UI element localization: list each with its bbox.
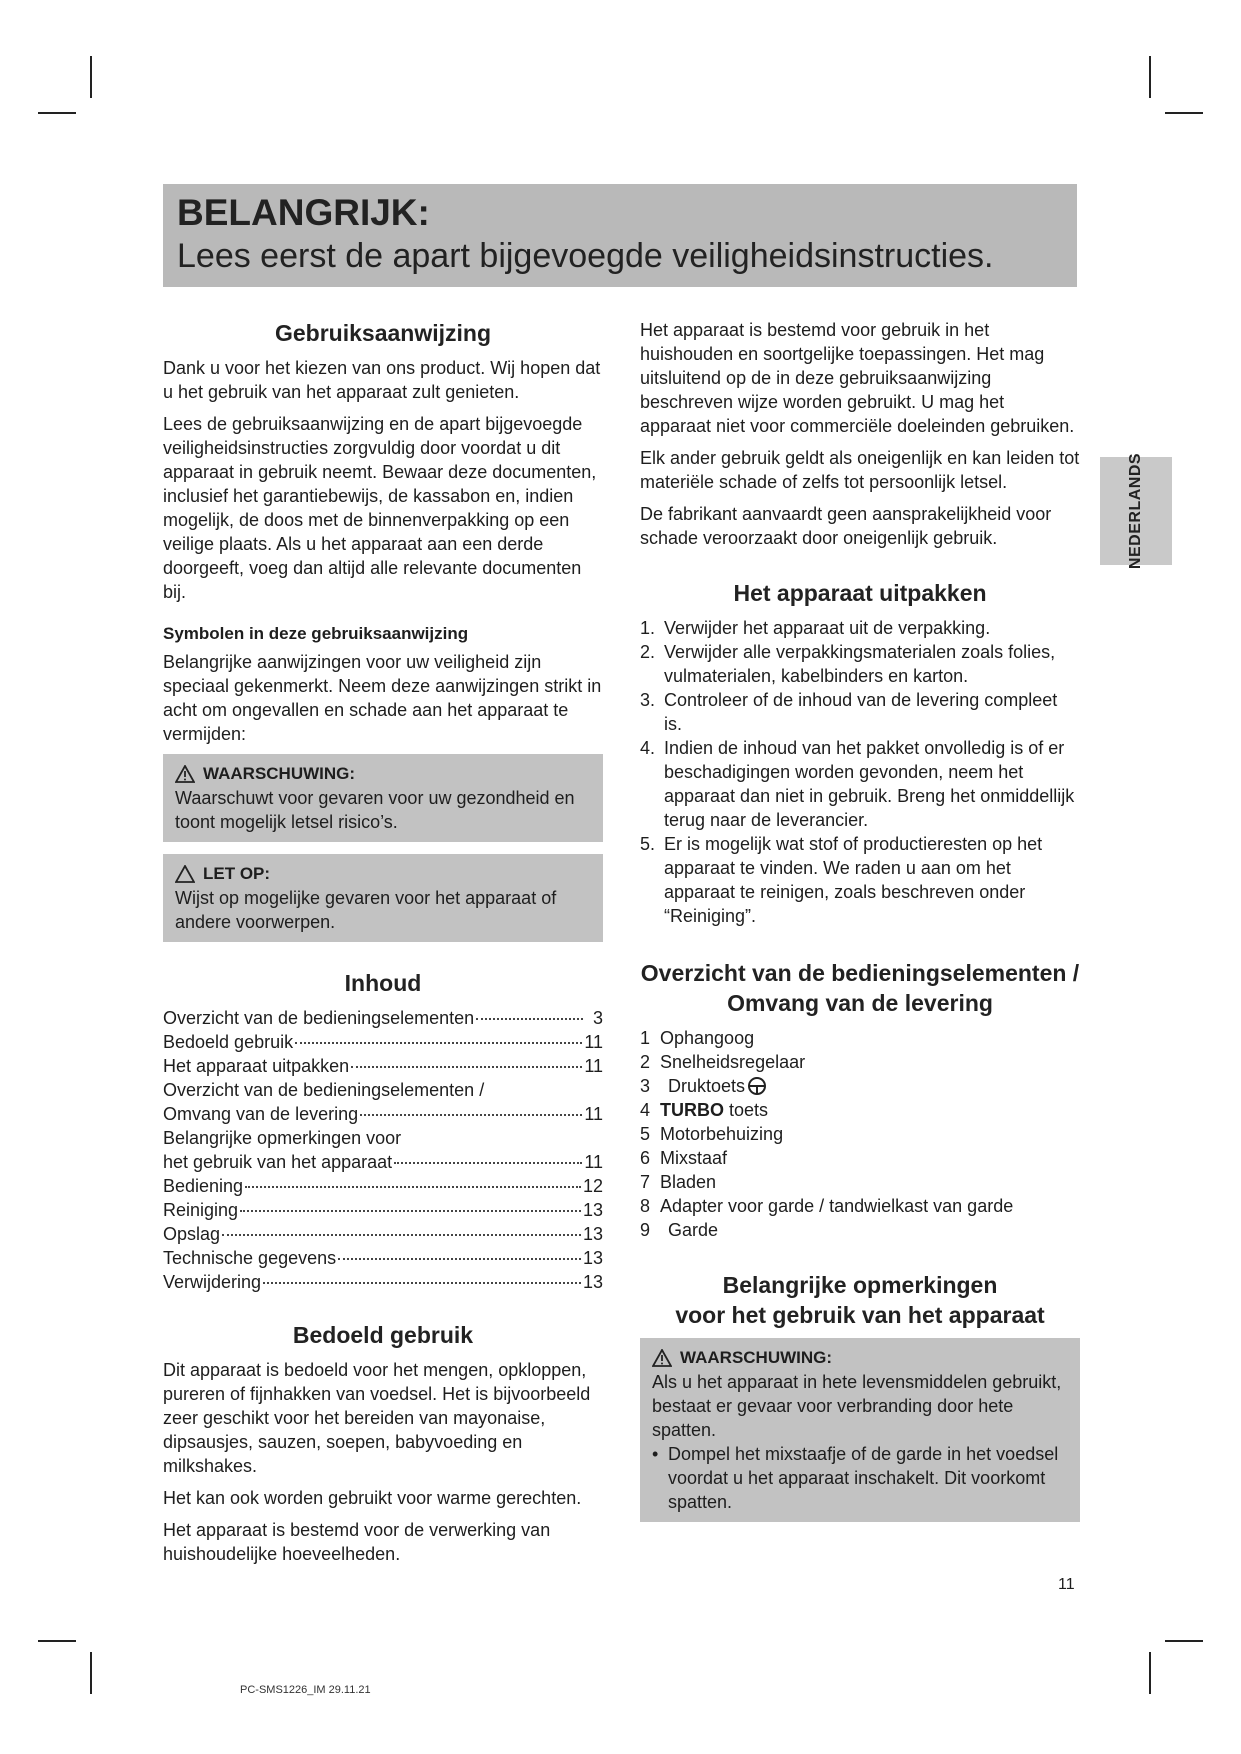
list-item: 1 Ophangoog — [640, 1028, 755, 1048]
list-item: 3. Controleer of de inhoud van de levering compleet is. — [640, 690, 1058, 734]
intended-use-heading: Bedoeld gebruik — [292, 1322, 474, 1348]
intended-use-paragraph: Het apparaat is bestemd voor de verwerking van huishoudelijke hoeveelheden. — [163, 1520, 551, 1564]
list-item: 8 Adapter voor garde / tandwielkast van garde — [640, 1196, 1014, 1216]
banner-title: BELANGRIJK: — [177, 192, 430, 233]
warning-title: WAARSCHUWING: — [680, 1348, 833, 1367]
parts-list — [640, 1026, 1080, 1242]
crop-mark — [38, 1640, 76, 1642]
bullet-mark: • — [652, 1444, 659, 1464]
crop-mark — [1165, 1640, 1203, 1642]
toc-item[interactable]: Bedoeld gebruik 11 — [163, 1032, 603, 1052]
language-tab — [1100, 452, 1172, 570]
crop-mark — [1149, 56, 1151, 98]
crop-mark — [90, 1652, 92, 1694]
list-item: 6 Mixstaaf — [640, 1148, 728, 1168]
toc-item-line: Belangrijke opmerkingen voor — [163, 1128, 402, 1148]
use-paragraph: Het apparaat is bestemd voor gebruik in het huishouden en soortgelijke toepassingen. Het mag uitsluitend op de in deze gebruiksaanwijzing beschreven wijze worden gebruikt. U mag het apparaat niet voor commerciële doeleinden gebruiken. — [640, 320, 1075, 436]
important-banner — [163, 184, 1077, 287]
page-number: 11 — [1058, 1576, 1075, 1593]
symbols-heading: Symbolen in deze gebruiksaanwijzing — [163, 624, 469, 643]
list-item: 9 Garde — [640, 1220, 719, 1240]
caution-box — [163, 854, 603, 942]
warning-text: Als u het apparaat in hete levensmiddelen gebruikt, bestaat er gevaar voor verbranding door hete spatten. — [652, 1372, 1062, 1440]
toc-item[interactable]: Overzicht van de bedieningselementen 3 — [163, 1008, 603, 1028]
list-item: 5. Er is mogelijk wat stof of productieresten op het apparaat te vinden. We raden u aan om het apparaat te reinigen, zoals beschreven onder “Reiniging”. — [640, 834, 1043, 926]
footer-code: PC-SMS1226_IM 29.11.21 — [240, 1684, 371, 1696]
use-paragraph: Elk ander gebruik geldt als oneigenlijk en kan leiden tot materiële schade of zelfs tot persoonlijk letsel. — [640, 448, 1080, 492]
overview-heading: Overzicht van de bedieningselementen / — [640, 960, 1080, 986]
language-tab-label: NEDERLANDS — [1127, 452, 1144, 570]
toc-item[interactable]: Verwijdering 13 — [163, 1272, 603, 1292]
intended-use-paragraph: Dit apparaat is bedoeld voor het mengen, opkloppen, pureren of fijnhakken van voedsel. Het is bijvoorbeeld zeer geschikt voor het bereiden van mayonaise, dipsausjes, sauzen, soepen, babyvoeding en milkshakes. — [163, 1360, 591, 1476]
crop-mark — [38, 112, 76, 114]
manual-paragraph: Lees de gebruiksaanwijzing en de apart bijgevoegde veiligheidsinstructies zorgvuldig door voordat u dit apparaat in gebruik neemt. Bewaar deze documenten, inclusief het garantiebewijs, de kassabon en, indien mogelijk, de doos met de binnenverpakking op een veilige plaats. Als u het apparaat aan een derde doorgeeft, voeg dan altijd alle relevante documenten bij. — [163, 414, 597, 602]
table-of-contents — [163, 1006, 603, 1294]
use-paragraph: De fabrikant aanvaardt geen aansprakelijkheid voor schade veroorzaakt door oneigenlijk gebruik. — [640, 504, 1052, 548]
toc-heading: Inhoud — [344, 970, 422, 996]
list-item: 4 TURBO toets — [640, 1100, 769, 1120]
warning-bullet: • Dompel het mixstaafje of de garde in het voedsel voordat u het apparaat inschakelt. Dit voorkomt spatten. — [652, 1444, 1059, 1512]
warning-box — [163, 754, 603, 842]
toc-item[interactable]: Het apparaat uitpakken 11 — [163, 1056, 603, 1076]
toc-item[interactable]: Technische gegevens 13 — [163, 1248, 603, 1268]
caution-text: Wijst op mogelijke gevaren voor het apparaat of andere voorwerpen. — [175, 888, 557, 932]
list-item: 4. Indien de inhoud van het pakket onvolledig is of er beschadigingen worden gevonden, neem het apparaat dan niet in gebruik. Breng het onmiddellijk terug naar de leverancier. — [640, 738, 1075, 830]
list-item: 1. Verwijder het apparaat uit de verpakking. — [640, 618, 991, 638]
manual-paragraph: Dank u voor het kiezen van ons product. Wij hopen dat u het gebruik van het apparaat zult genieten. — [163, 358, 601, 402]
list-item: 3 Druktoets — [640, 1074, 1080, 1098]
left-column — [163, 318, 603, 1574]
intended-use-paragraph: Het kan ook worden gebruikt voor warme gerechten. — [163, 1488, 582, 1508]
overview-heading-line2: Omvang van de levering — [727, 990, 993, 1016]
unpack-steps — [640, 616, 1080, 928]
list-item: 5 Motorbehuizing — [640, 1124, 784, 1144]
crop-mark — [1165, 112, 1203, 114]
warning-triangle-icon — [652, 1349, 672, 1367]
right-column — [640, 318, 1080, 1534]
toc-item[interactable]: Bediening 12 — [163, 1176, 603, 1196]
toc-item[interactable]: Omvang van de levering 11 — [163, 1104, 603, 1124]
manual-heading: Gebruiksaanwijzing — [275, 320, 491, 346]
crop-mark — [90, 56, 92, 98]
toc-item[interactable]: Reiniging 13 — [163, 1200, 603, 1220]
warning-title: WAARSCHUWING: — [203, 764, 356, 783]
notes-warning-box — [640, 1338, 1080, 1522]
push-button-icon — [747, 1076, 767, 1096]
crop-mark — [1149, 1652, 1151, 1694]
notes-heading: Belangrijke opmerkingen — [722, 1272, 998, 1298]
warning-triangle-icon — [175, 765, 195, 783]
caution-title: LET OP: — [203, 864, 271, 883]
unpack-heading: Het apparaat uitpakken — [733, 580, 987, 606]
caution-triangle-icon — [175, 865, 195, 883]
banner-subtitle: Lees eerst de apart bijgevoegde veiligheidsinstructies. — [177, 237, 994, 275]
toc-item[interactable]: het gebruik van het apparaat 11 — [163, 1152, 603, 1172]
toc-item[interactable]: Opslag 13 — [163, 1224, 603, 1244]
notes-heading-line2: voor het gebruik van het apparaat — [675, 1302, 1045, 1328]
list-item: 7 Bladen — [640, 1172, 717, 1192]
warning-text: Waarschuwt voor gevaren voor uw gezondheid en toont mogelijk letsel risico’s. — [175, 788, 575, 832]
list-item: 2 Snelheidsregelaar — [640, 1052, 806, 1072]
toc-item-line: Overzicht van de bedieningselementen / — [163, 1080, 485, 1100]
symbols-paragraph: Belangrijke aanwijzingen voor uw veiligheid zijn speciaal gekenmerkt. Neem deze aanwijzingen strikt in acht om ongevallen en schade aan het apparaat te vermijden: — [163, 652, 602, 744]
list-item: 2. Verwijder alle verpakkingsmaterialen zoals folies, vulmaterialen, kabelbinders en karton. — [640, 642, 1056, 686]
